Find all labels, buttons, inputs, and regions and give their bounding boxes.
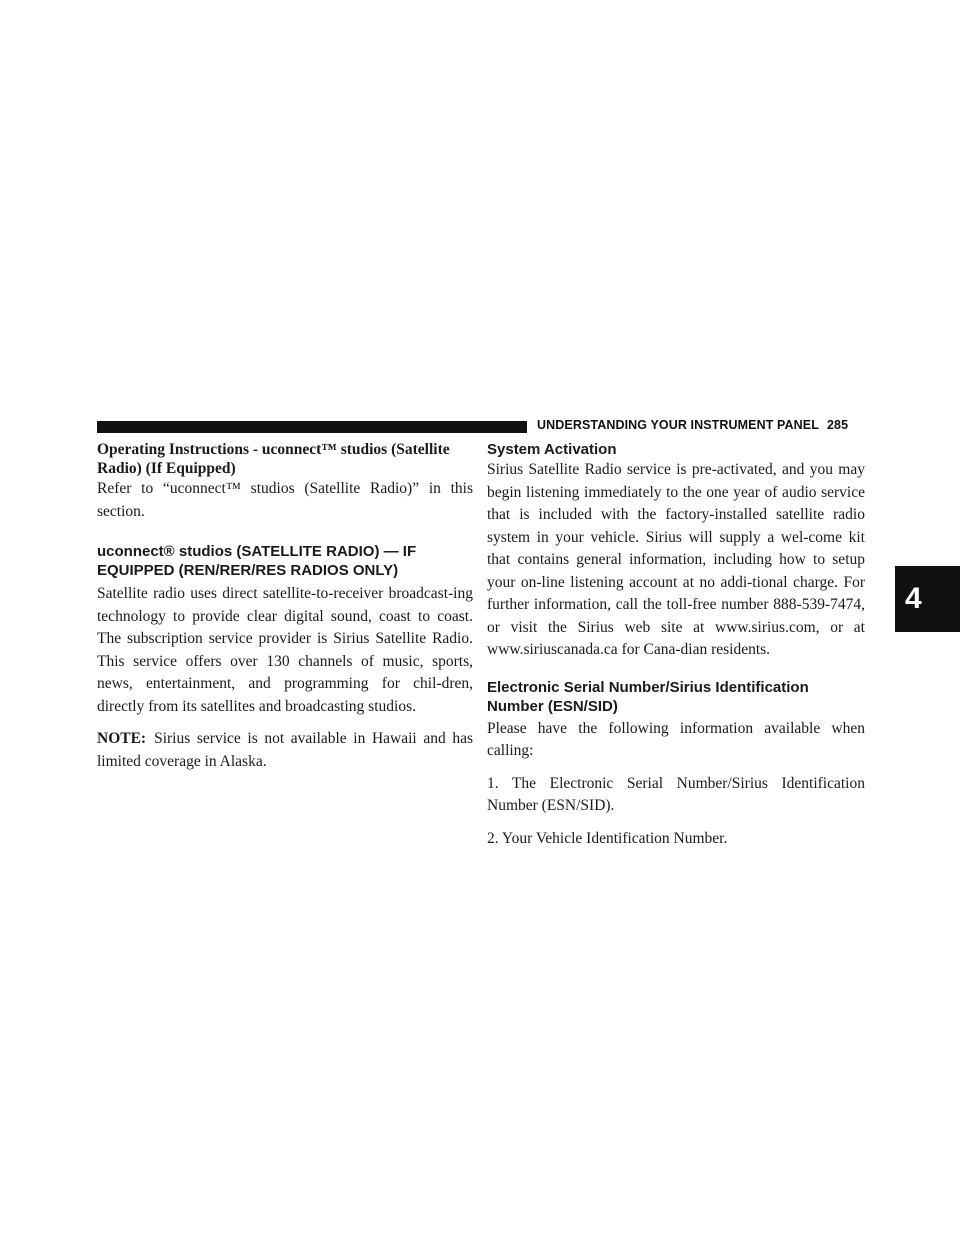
note-paragraph xyxy=(97,728,473,773)
list-item-esn: 1. The Electronic Serial Number/Sirius Identification Number (ESN/SID). xyxy=(487,774,865,814)
header-rule xyxy=(97,421,527,433)
section-heading-system-activation: System Activation xyxy=(487,441,617,458)
section-heading-uconnect-studios: uconnect® studios (SATELLITE RADIO) — IF EQUIPPED (REN/RER/RES RADIOS ONLY) xyxy=(97,543,417,579)
section-heading-operating-instructions: Operating Instructions - uconnect™ studios (Satellite Radio) (If Equipped) xyxy=(97,441,450,477)
paragraph-activation: Sirius Satellite Radio service is pre-activated, and you may begin listening immediately to the one year of audio service that is included with the factory-installed satellite radio system in your vehicle. Sirius will supply a wel-come kit that contains general information, including how to setup your on-line listening account at no addi-tional charge. For further information, call the toll-free number 888-539-7474, or visit the Sirius web site at www.sirius.com, or at www.siriuscanada.ca for Cana-dian residents. xyxy=(487,461,865,658)
running-header xyxy=(537,418,867,432)
paragraph-satellite-radio: Satellite radio uses direct satellite-to-receiver broadcast-ing technology to provide clear digital sound, coast to coast. The subscription service provider is Sirius Satellite Radio. This service offers over 130 channels of music, sports, news, entertainment, and programming for chil-dren, directly from its satellites and broadcasting studios. xyxy=(97,585,473,715)
page-number: 285 xyxy=(826,418,849,432)
left-column xyxy=(97,440,473,773)
note-label: NOTE: xyxy=(97,730,147,747)
paragraph-please-have: Please have the following information available when calling: xyxy=(487,719,865,759)
note-text: Sirius service is not available in Hawaii and has limited coverage in Alaska. xyxy=(97,730,473,770)
section-heading-esn-sid: Electronic Serial Number/Sirius Identification Number (ESN/SID) xyxy=(487,678,809,715)
list-item-vin: 2. Your Vehicle Identification Number. xyxy=(487,829,728,847)
right-column xyxy=(487,440,865,850)
chapter-tab: 4 xyxy=(895,566,960,632)
header-title: UNDERSTANDING YOUR INSTRUMENT PANEL xyxy=(537,418,819,432)
paragraph-refer: Refer to “uconnect™ studios (Satellite Radio)” in this section. xyxy=(97,480,473,520)
